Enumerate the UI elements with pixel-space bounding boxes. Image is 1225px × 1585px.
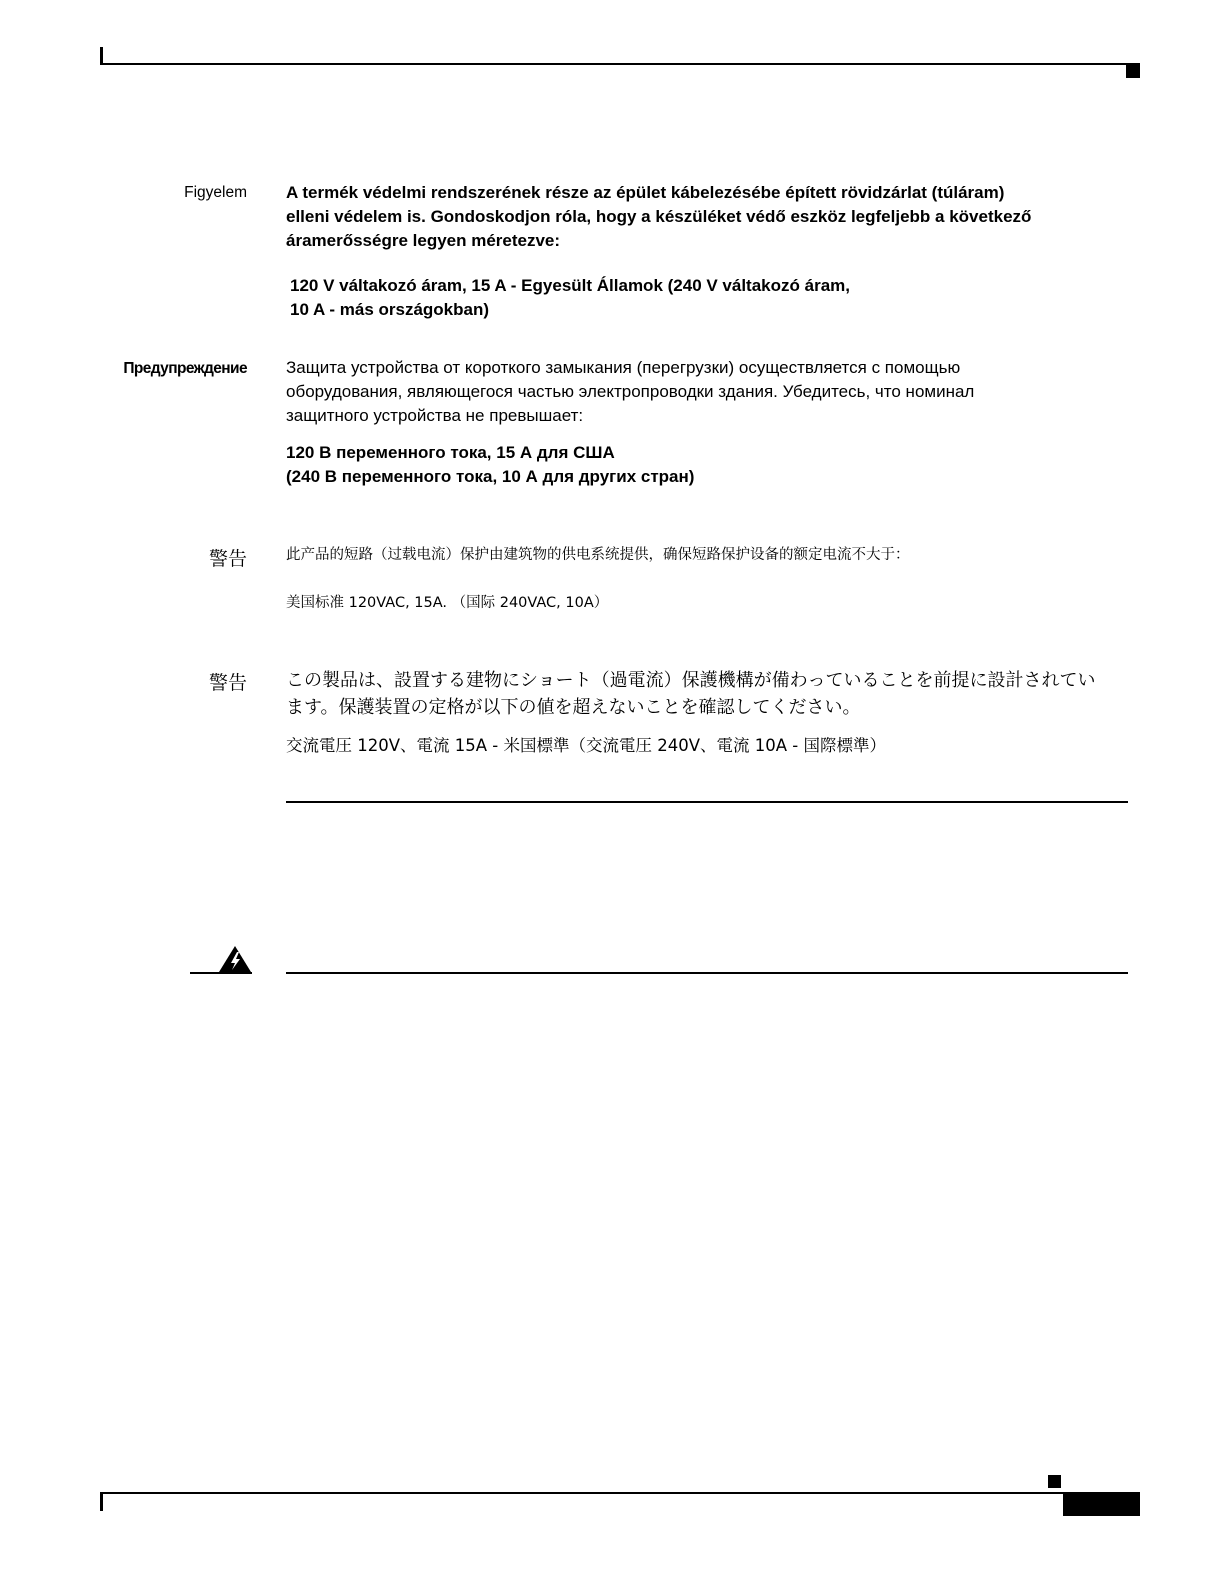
text-line: Защита устройства от короткого замыкания (перегрузки) осуществляется с помощью (286, 358, 961, 377)
rating-chinese (286, 593, 1146, 613)
rating-line: 交流電圧 120V、電流 15A - 米国標準（交流電圧 240V、電流 10A - 国際標準） (286, 736, 886, 755)
warning-label-japanese: 警告 (208, 672, 247, 694)
text-line: この製品は、設置する建物にショート（過電流）保護機構が備わっていることを前提に設計されてい (286, 670, 1096, 691)
warning-heading-rule (286, 972, 1128, 974)
text-line: 此产品的短路（过载电流）保护由建筑物的供电系统提供，确保短路保护设备的额定电流不大于： (286, 547, 910, 563)
warning-label-russian: Предупреждение (123, 360, 247, 377)
rating-russian (286, 441, 1146, 489)
warning-label-hungarian: Figyelem (184, 184, 247, 201)
header-left-tick (100, 47, 103, 64)
section-end-rule (286, 801, 1128, 803)
text-line: A termék védelmi rendszerének része az épület kábelezésébe épített rövidzárlat (túláram) (286, 183, 1005, 202)
warning-icon-underline (190, 972, 252, 974)
warning-text-japanese (286, 667, 1146, 721)
footer-marker (1048, 1475, 1061, 1488)
warning-triangle-icon (218, 945, 252, 973)
header-rule (100, 63, 1140, 65)
text-line: elleni védelem is. Gondoskodjon róla, hogy a készüléket védő eszköz legfeljebb a következő (286, 207, 1032, 226)
warning-text-chinese (286, 545, 1146, 565)
page-number-box (1063, 1492, 1140, 1516)
warning-text-russian (286, 356, 1146, 428)
text-line: áramerősségre legyen méretezve: (286, 231, 561, 250)
warning-label-chinese: 警告 (208, 548, 247, 570)
rating-line: 120 В переменного тока, 15 А для США (286, 443, 615, 462)
header-right-marker (1126, 65, 1140, 78)
warning-text-hungarian (286, 181, 1146, 253)
footer-rule (100, 1492, 1140, 1494)
rating-hungarian (290, 274, 1150, 322)
text-line: защитного устройства не превышает: (286, 406, 584, 425)
rating-line: (240 В переменного тока, 10 А для других стран) (286, 467, 695, 486)
rating-japanese (286, 735, 1146, 757)
rating-line: 120 V váltakozó áram, 15 A - Egyesült Államok (240 V váltakozó áram, (290, 276, 850, 295)
text-line: оборудования, являющегося частью электропроводки здания. Убедитесь, что номинал (286, 382, 975, 401)
text-line: ます。保護装置の定格が以下の値を超えないことを確認してください。 (286, 697, 861, 718)
footer-left-tick (100, 1494, 103, 1511)
rating-line: 美国标准 120VAC, 15A. （国际 240VAC, 10A） (286, 595, 609, 611)
rating-line: 10 A - más országokban) (290, 300, 490, 319)
